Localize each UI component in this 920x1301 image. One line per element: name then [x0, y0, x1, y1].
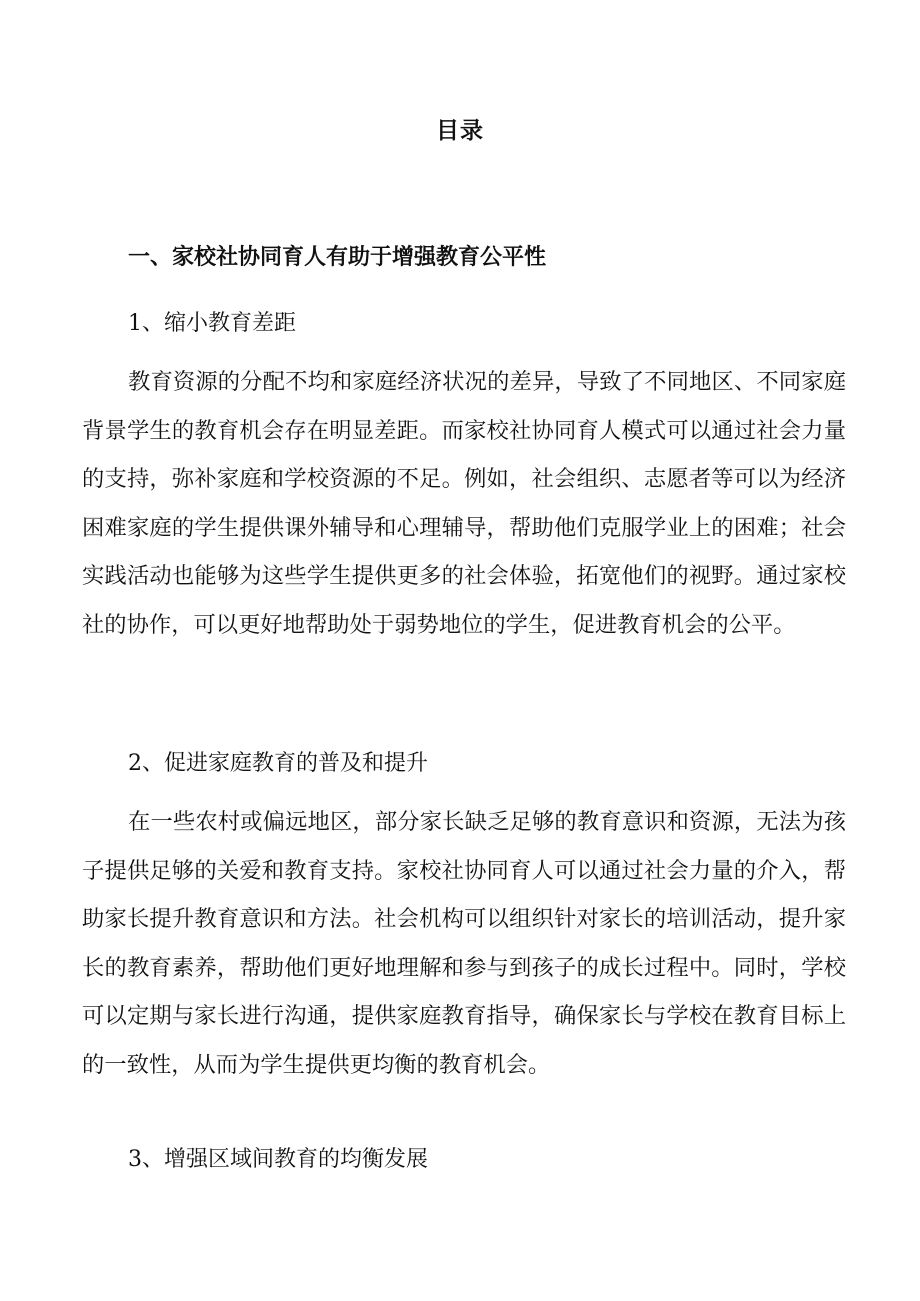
toc-title: 目录 [436, 118, 484, 144]
subsection-heading-1: 1、缩小教育差距 [128, 311, 296, 336]
paragraph-1: 教育资源的分配不均和家庭经济状况的差异，导致了不同地区、不同家庭背景学生的教育机会存在明显差距。而家校社协同育人模式可以通过社会力量的支持，弥补家庭和学校资源的不足。例如，社会组织、志愿者等可以为经济困难家庭的学生提供课外辅导和心理辅导，帮助他们克服学业上的困难；社会实践活动也能够为这些学生提供更多的社会体验，拓宽他们的视野。通过家校社的协作，可以更好地帮助处于弱势地位的学生，促进教育机会的公平。 [82, 369, 846, 638]
section-heading: 一、家校社协同育人有助于增强教育公平性 [128, 245, 547, 270]
paragraph-2: 在一些农村或偏远地区，部分家长缺乏足够的教育意识和资源，无法为孩子提供足够的关爱和教育支持。家校社协同育人可以通过社会力量的介入，帮助家长提升教育意识和方法。社会机构可以组织针对家长的培训活动，提升家长的教育素养，帮助他们更好地理解和参与到孩子的成长过程中。同时，学校可以定期与家长进行沟通，提供家庭教育指导，确保家长与学校在教育目标上的一致性，从而为学生提供更均衡的教育机会。 [82, 809, 846, 1078]
subsection-heading-2: 2、促进家庭教育的普及和提升 [128, 751, 428, 776]
subsection-heading-3: 3、增强区域间教育的均衡发展 [128, 1147, 428, 1172]
